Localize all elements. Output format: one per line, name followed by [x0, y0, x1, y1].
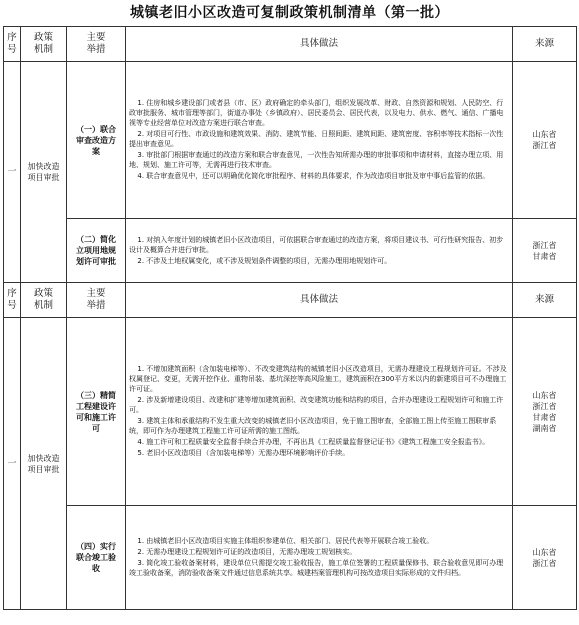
- practice-item: 3. 建筑主体和承重结构不发生重大改变的城镇老旧小区改造项目，免于施工图审查，全部施工图上传至施工图联审系统，即可作为办理建筑工程施工许可证所需的施工图纸。: [129, 417, 497, 435]
- source-cell: 山东省 浙江省: [513, 62, 577, 219]
- table-row: [4, 318, 577, 506]
- header-no: 序 号: [4, 27, 21, 62]
- source-cell: 山东省 浙江省: [513, 506, 577, 610]
- main-measure: （三）精简 工程建设许 可和施工许 可: [67, 318, 126, 506]
- header-practice: 具体做法: [126, 283, 513, 318]
- table-header-row: [4, 27, 577, 62]
- header-measure: 主要 举措: [67, 283, 126, 318]
- header-source: 来源: [513, 283, 577, 318]
- header-practice: 具体做法: [126, 27, 513, 62]
- main-measure: （四）实行 联合竣工验 收: [67, 506, 126, 610]
- policy-mechanism: 加快改造 项目审批: [21, 62, 67, 283]
- source-cell: 浙江省 甘肃省: [513, 219, 577, 283]
- header-measure: 主要 举措: [67, 27, 126, 62]
- header-no: 序 号: [4, 283, 21, 318]
- main-measure: （二）简化 立项用地规 划许可审批: [67, 219, 126, 283]
- practice-cell: [126, 318, 513, 506]
- practice-item: 3. 简化竣工验收备案材料，建设单位只需提交竣工验收报告，施工单位签署的工程质量保修书、联合验收意见即可办理竣工验收备案，消防验收备案文件通过信息系统共享。城建档案管理机构可按改造项目实际形成的文件归档。: [129, 559, 504, 577]
- table-row: [4, 219, 577, 283]
- document-title: 城镇老旧小区改造可复制政策机制清单（第一批）: [130, 5, 449, 21]
- source-cell: 山东省 浙江省 甘肃省 湖南省: [513, 318, 577, 506]
- practice-item: 1. 不增加建筑面积（含加装电梯等）、不改变建筑结构的城镇老旧小区改造项目，无需办理建设工程规划许可证。不涉及权属登记、变更，无需开挖作业、重物吊装、基坑深挖等高风险施工，建筑面积在300平方米以内的新建项目可不办理施工许可证。: [129, 365, 507, 393]
- practice-item: 2. 无需办理建设工程规划许可证的改造项目，无需办理竣工规划核实。: [137, 548, 357, 556]
- header-source: 来源: [513, 27, 577, 62]
- main-measure: （一）联合 审查改造方 案: [67, 62, 126, 219]
- practice-item: 3. 审批部门根据审查通过的改造方案和联合审查意见，一次性告知所需办理的审批事项和申请材料，直接办理立项、用地、规划、施工许可等，无需再进行技术审查。: [129, 151, 504, 169]
- practice-item: 2. 涉及新增建设项目、改建和扩建等增加建筑面积、改变建筑功能和结构的项目，合并办理建设工程规划许可和施工许可。: [129, 396, 504, 414]
- practice-item: 2. 对项目可行性、市政设施和建筑效果、消防、建筑节能、日照间距、建筑间距、建筑密度、容积率等技术指标一次性提出审查意见。: [129, 130, 504, 148]
- practice-item: 4. 施工许可和工程质量安全监督手续合并办理，不再出具《工程质量监督登记证书》《建筑工程施工安全报监书》。: [137, 438, 490, 446]
- header-mechanism: 政策 机制: [21, 283, 67, 318]
- practice-item: 2. 不涉及土地权属变化，或不涉及规划条件调整的项目，无需办理用地规划许可。: [137, 256, 392, 265]
- practice-item: 5. 老旧小区改造项目（含加装电梯等）无需办理环境影响评价手续。: [137, 449, 350, 457]
- practice-cell: [126, 506, 513, 610]
- practice-item: 4. 联合审查意见中，还可以明确优化简化审批程序、材料的具体要求，作为改造项目审批及审中事后监管的依据。: [137, 172, 490, 180]
- practice-cell: [126, 219, 513, 283]
- table-header-row: [4, 283, 577, 318]
- header-mechanism: 政策 机制: [21, 27, 67, 62]
- table-row: [4, 62, 577, 219]
- table-row: [4, 506, 577, 610]
- practice-item: 1. 对纳入年度计划的城镇老旧小区改造项目，可依据联合审查通过的改造方案，将项目建议书、可行性研究报告、初步设计及概算合并进行审批。: [129, 235, 504, 254]
- practice-item: 1. 住房和城乡建设部门或者县（市、区）政府确定的牵头部门，组织发展改革、财政、自然资源和规划、人民防空、行政审批服务、城市管理等部门，街道办事处（乡镇政府）、居民委员会、居民代表，以及电力、供水、燃气、通信、广播电视等专业经营单位对改造方案进行联合审查。: [129, 99, 504, 127]
- row-number: 一: [4, 318, 21, 610]
- practice-item: 1. 由城镇老旧小区改造项目实施主体组织参建单位、相关部门、居民代表等开展联合竣工验收。: [137, 537, 434, 545]
- policy-table: [3, 26, 577, 610]
- practice-cell: [126, 62, 513, 219]
- row-number: 一: [4, 62, 21, 283]
- policy-mechanism: 加快改造 项目审批: [21, 318, 67, 610]
